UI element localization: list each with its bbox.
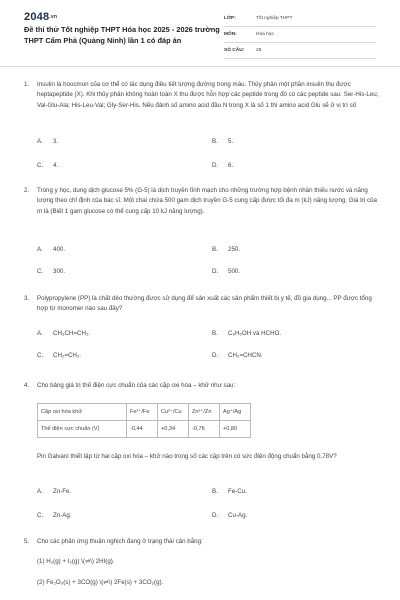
option-label: B.	[212, 246, 218, 253]
meta-count-row	[224, 43, 376, 59]
exam-meta	[224, 11, 376, 59]
meta-class-value: Tốt nghiệp THPT	[256, 16, 293, 21]
page-header	[0, 0, 400, 68]
question-1	[24, 80, 379, 111]
option-label: C.	[37, 512, 44, 519]
option-d[interactable]	[212, 268, 240, 275]
option-text: CH₃CH=CH₂.	[53, 330, 91, 337]
option-label: D.	[212, 162, 219, 169]
equation-1	[24, 557, 379, 567]
question-5	[24, 537, 379, 547]
equation-text: (2) Fe₂O₃(s) + 3CO(g) \(⇌\) 2Fe(s) + 3CO₂(g).	[37, 579, 164, 586]
option-label: D.	[212, 268, 219, 275]
table-cell: -0,44	[127, 421, 158, 438]
question-text: Insulin là hoocmon của cơ thể có tác dụng điều tiết lượng đường trong máu. Thủy phân một phần insulin thu được heptapeptide (X). Khi thủy phân không hoàn toàn X thu được hỗn hợp các peptide trong đó có các peptide sau: Ser-His-Leu; Val-Glu-Ala; His-Leu-Val; Gly-Ser-His. Nếu đánh số amino acid đầu N trong X là số 1 thì amino acid Glu sẽ ở vị trí số	[37, 81, 379, 109]
option-d[interactable]	[212, 512, 247, 519]
option-text: C₆H₅OH và HCHO.	[228, 330, 282, 337]
option-text: 4.	[53, 162, 59, 169]
site-logo[interactable]	[24, 11, 57, 23]
question-text: Polypropylene (PP) là chất dẻo thường được sử dụng để sản xuất các sản phẩm thiết bị y tế, đồ gia dụng... PP được tổng hợp từ monomer nào sau đây?	[37, 295, 372, 313]
option-label: A.	[37, 488, 43, 495]
table-cell: Cặp oxi hóa khử	[38, 404, 127, 421]
question-3	[24, 294, 379, 315]
option-c[interactable]	[37, 162, 58, 169]
option-label: C.	[37, 162, 44, 169]
option-text: Fe-Cu.	[228, 488, 247, 495]
option-label: B.	[212, 488, 218, 495]
table-cell: +0,34	[158, 421, 189, 438]
option-b[interactable]	[212, 330, 281, 337]
question-number: 2.	[24, 187, 30, 194]
meta-subject-row	[224, 27, 376, 43]
option-text: 300.	[53, 268, 66, 275]
option-text: Zn-Fe.	[53, 488, 72, 495]
question-2	[24, 186, 379, 217]
option-a[interactable]	[37, 488, 71, 495]
option-text: 6.	[228, 162, 234, 169]
option-b[interactable]	[212, 488, 247, 495]
meta-subject-key: MÔN:	[224, 32, 237, 37]
option-a[interactable]	[37, 330, 90, 337]
question-text: Pin Galvani thiết lập từ hai cặp oxi hóa – khử nào trong số các cặp trên có sức điện động chuẩn bằng 0,78V?	[37, 453, 337, 460]
option-text: 500.	[228, 268, 241, 275]
option-label: A.	[37, 138, 43, 145]
equation-text: (1) H₂(g) + I₂(g) \(⇌\) 2HI(g).	[37, 558, 115, 565]
question-4-continued	[24, 452, 379, 462]
option-c[interactable]	[37, 512, 72, 519]
table-cell: Cu²⁺/Cu	[158, 404, 189, 421]
option-text: Cu-Ag.	[228, 512, 248, 519]
option-label: D.	[212, 352, 219, 359]
option-label: A.	[37, 330, 43, 337]
option-text: Zn-Ag.	[53, 512, 72, 519]
option-text: 400.	[53, 246, 66, 253]
table-cell: Thế điện cực chuẩn (V)	[38, 421, 127, 438]
table-cell: Zn²⁺/Zn	[189, 404, 220, 421]
question-number: 5.	[24, 538, 30, 545]
option-label: C.	[37, 352, 44, 359]
table-cell: +0,80	[220, 421, 251, 438]
meta-count-key: SỐ CÂU:	[224, 48, 245, 53]
option-text: CH₂=CHCN.	[228, 352, 263, 359]
option-text: 3.	[53, 138, 59, 145]
electrode-potential-table	[37, 403, 251, 438]
logo-main: 2048	[24, 11, 50, 23]
question-number: 4.	[24, 382, 30, 389]
option-text: 5.	[228, 138, 234, 145]
question-text: Cho các phản ứng thuận nghịch đang ở trạng thái cân bằng:	[37, 538, 203, 545]
option-label: B.	[212, 330, 218, 337]
header-divider	[0, 66, 400, 67]
logo-tld: .vn	[49, 14, 58, 21]
option-a[interactable]	[37, 138, 58, 145]
option-label: D.	[212, 512, 219, 519]
option-b[interactable]	[212, 246, 240, 253]
option-label: A.	[37, 246, 43, 253]
question-text: Cho bảng giá trị thế điện cực chuẩn của các cặp oxi hóa – khử như sau:	[37, 382, 236, 389]
exam-title: Đề thi thử Tốt nghiệp THPT Hóa học 2025 - 2026 trường THPT Cẩm Phả (Quảng Ninh) lần 1 có đáp án	[24, 25, 220, 45]
equation-2	[24, 578, 379, 588]
option-c[interactable]	[37, 352, 81, 359]
meta-subject-value: Hóa học	[256, 32, 274, 37]
question-number: 3.	[24, 295, 30, 302]
question-text: Trong y học, dung dịch glucose 5% (G-5) là dịch truyền tĩnh mạch cho những trường hợp bệnh nhân thiếu nước và năng lượng theo chỉ định của bác sĩ. Một chai chứa 500 gam dịch truyền G-5 cung cấp được tối đa m (kJ) năng lượng. Giá trị của m là (Biết 1 gam glucose có thể cung cấp 10 kJ năng lượng).	[37, 187, 378, 215]
option-d[interactable]	[212, 352, 263, 359]
option-label: C.	[37, 268, 44, 275]
option-b[interactable]	[212, 138, 233, 145]
meta-count-value: 28	[256, 48, 262, 53]
table-header-row	[38, 404, 251, 421]
meta-class-key: LỚP:	[224, 16, 236, 21]
table-cell: Ag⁺/Ag	[220, 404, 251, 421]
option-text: CH₂=CH₂.	[53, 352, 82, 359]
table-cell: -0,76	[189, 421, 220, 438]
table-row	[38, 421, 251, 438]
question-number: 1.	[24, 81, 30, 88]
question-4	[24, 381, 379, 391]
option-text: 250.	[228, 246, 241, 253]
table-cell: Fe²⁺/Fe	[127, 404, 158, 421]
option-label: B.	[212, 138, 218, 145]
option-d[interactable]	[212, 162, 233, 169]
option-a[interactable]	[37, 246, 65, 253]
option-c[interactable]	[37, 268, 65, 275]
meta-class-row	[224, 11, 376, 27]
